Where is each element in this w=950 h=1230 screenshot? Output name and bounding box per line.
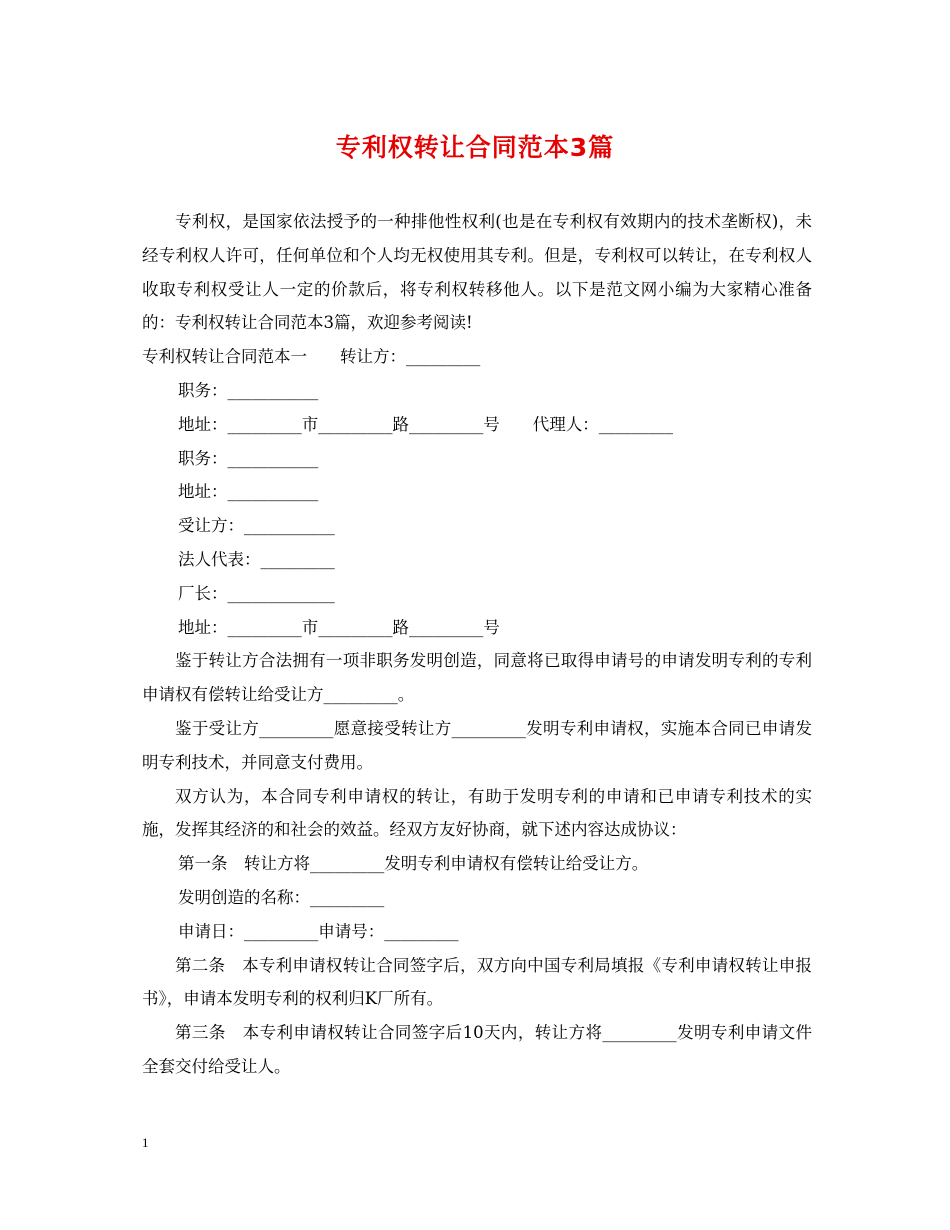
article-paragraph: 第二条 本专利申请权转让合同签字后，双方向中国专利局填报《专利申请权转让申报书》，申请本发明专利的权利归K厂所有。	[142, 955, 812, 1009]
field-line: 地址：_________市_________路_________号 代理人：_________	[178, 414, 673, 434]
body-paragraph: 鉴于受让方_________愿意接受转让方_________发明专利申请权，实施本合同已申请发明专利技术，并同意支付费用。	[142, 718, 812, 772]
field-line: 法人代表：_________	[178, 549, 335, 569]
field-line: 职务：___________	[178, 380, 319, 400]
article-paragraph: 第三条 本专利申请权转让合同签字后10天内，转让方将_________发明专利申请文件全套交付给受让人。	[142, 1023, 812, 1076]
intro-paragraph: 专利权，是国家依法授予的一种排他性权利(也是在专利权有效期内的技术垄断权)，未经专利权人许可，任何单位和个人均无权使用其专利。但是，专利权可以转让，在专利权人收取专利权受让人一定的价款后，将专利权转移他人。以下是范文网小编为大家精心准备的：专利权转让合同范本3篇，欢迎参考阅读!	[142, 212, 812, 333]
body-paragraph: 双方认为，本合同专利申请权的转让，有助于发明专利的申请和已申请专利技术的实施，发挥其经济的和社会的效益。经双方友好协商，就下述内容达成协议：	[142, 786, 812, 840]
field-line: 职务：___________	[178, 448, 319, 468]
article-line: 第一条 转让方将_________发明专利申请权有偿转让给受让方。	[178, 854, 649, 874]
field-line: 厂长：_____________	[178, 583, 335, 603]
document-body	[142, 205, 812, 1084]
document-title: 专利权转让合同范本3篇	[335, 133, 615, 162]
article-line: 申请日：_________申请号：_________	[178, 921, 459, 941]
body-paragraph: 鉴于转让方合法拥有一项非职务发明创造，同意将已取得申请号的申请发明专利的专利申请权有偿转让给受让方_________。	[142, 651, 812, 705]
contract-heading-line: 专利权转让合同范本一 转让方：_________	[142, 347, 481, 367]
article-line: 发明创造的名称：_________	[178, 887, 385, 907]
page-number: 1	[142, 1135, 149, 1150]
field-line: 地址：___________	[178, 482, 319, 502]
field-line: 受让方：___________	[178, 516, 335, 536]
field-line: 地址：_________市_________路_________号	[178, 617, 500, 637]
